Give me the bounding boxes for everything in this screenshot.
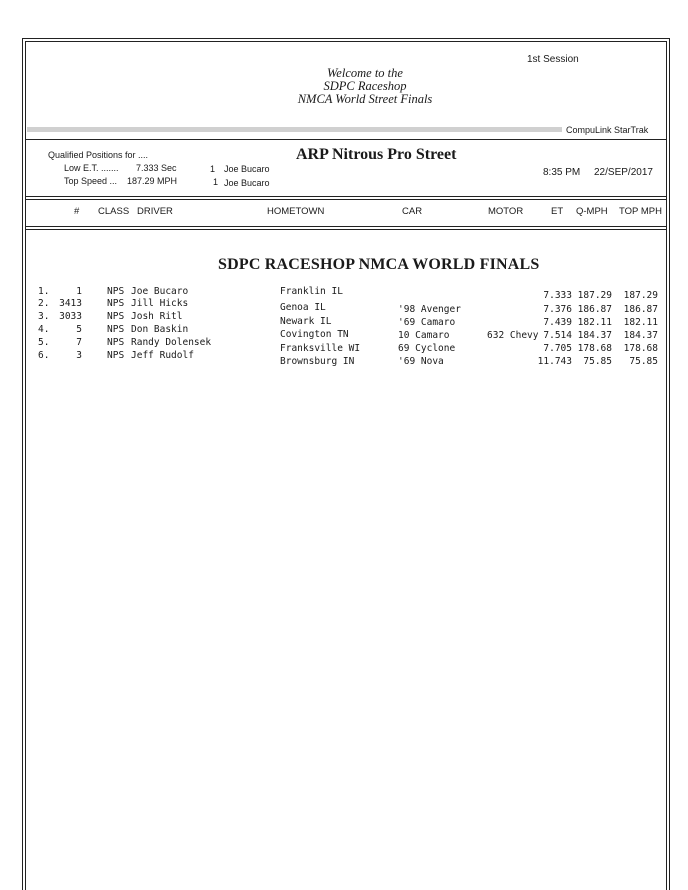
top-speed-label: Top Speed ... [64, 176, 118, 186]
separator-line-5 [25, 229, 667, 230]
result-number: 5 [76, 324, 82, 335]
result-number: 7 [76, 337, 82, 348]
qualified-title: Qualified Positions for .... [48, 150, 149, 160]
event-time: 8:35 PM [543, 167, 581, 178]
result-number: 3413 [59, 298, 82, 309]
result-et: 7.439 [543, 317, 572, 328]
result-class: NPS [107, 311, 125, 322]
table-row [0, 337, 688, 354]
result-et: 11.743 [537, 356, 572, 367]
result-driver: Josh Ritl [131, 311, 183, 322]
result-qmph: 184.37 [577, 330, 612, 341]
result-position: 1. [38, 286, 50, 297]
table-row [0, 350, 688, 367]
section-title: SDPC RACESHOP NMCA WORLD FINALS [218, 256, 540, 273]
low-et-value: 7.333 Sec [136, 163, 177, 173]
frame-left-outer [22, 38, 23, 890]
result-qmph: 182.11 [577, 317, 612, 328]
frame-right-inner [666, 41, 667, 890]
result-topmph: 186.87 [623, 304, 658, 315]
result-driver: Joe Bucaro [131, 286, 189, 297]
frame-top-inner [25, 41, 667, 42]
result-car: 10 Camaro [398, 330, 450, 341]
result-qmph: 75.85 [583, 356, 612, 367]
dotted-separator [27, 127, 562, 132]
top-speed-value: 187.29 MPH [127, 176, 178, 186]
result-qmph: 186.87 [577, 304, 612, 315]
result-driver: Jill Hicks [131, 298, 189, 309]
result-car: '98 Avenger [398, 304, 461, 315]
result-hometown: Genoa IL [280, 302, 326, 313]
col-header-class: CLASS [98, 206, 130, 217]
frame-right-outer [669, 38, 670, 890]
separator-line-4 [25, 226, 667, 227]
result-hometown: Covington TN [280, 329, 349, 340]
frame-top-outer [22, 38, 670, 39]
result-position: 3. [38, 311, 50, 322]
result-position: 2. [38, 298, 50, 309]
separator-line-3 [25, 199, 667, 200]
result-topmph: 184.37 [623, 330, 658, 341]
separator-line-1 [25, 139, 667, 140]
table-row [0, 324, 688, 341]
result-number: 1 [76, 286, 82, 297]
col-header-motor: MOTOR [488, 206, 524, 217]
result-topmph: 182.11 [623, 317, 658, 328]
result-car: 69 Cyclone [398, 343, 456, 354]
result-qmph: 178.68 [577, 343, 612, 354]
col-header-hometown: HOMETOWN [267, 206, 325, 217]
table-row [0, 298, 688, 315]
result-et: 7.333 [543, 290, 572, 301]
top-speed-driver: Joe Bucaro [224, 178, 270, 188]
result-topmph: 178.68 [623, 343, 658, 354]
result-driver: Don Baskin [131, 324, 189, 335]
event-title: ARP Nitrous Pro Street [296, 146, 457, 163]
result-hometown: Brownsburg IN [280, 356, 355, 367]
result-class: NPS [107, 286, 125, 297]
result-position: 6. [38, 350, 50, 361]
result-car: '69 Nova [398, 356, 444, 367]
result-class: NPS [107, 337, 125, 348]
result-hometown: Franksville WI [280, 343, 361, 354]
result-et: 7.705 [543, 343, 572, 354]
col-header-qmph: Q-MPH [576, 206, 608, 217]
brand-label: CompuLink StarTrak [566, 125, 649, 135]
table-row [0, 311, 688, 328]
col-header-topmph: TOP MPH [619, 206, 662, 217]
result-topmph: 187.29 [623, 290, 658, 301]
result-class: NPS [107, 324, 125, 335]
result-topmph: 75.85 [629, 356, 658, 367]
welcome-line-1: Welcome to the [327, 66, 403, 80]
col-header-num: # [74, 206, 80, 217]
result-driver: Randy Dolensek [131, 337, 212, 348]
result-class: NPS [107, 298, 125, 309]
result-et: 7.376 [543, 304, 572, 315]
low-et-car: 1 [210, 164, 216, 174]
result-hometown: Newark IL [280, 316, 332, 327]
result-position: 5. [38, 337, 50, 348]
result-et: 7.514 [543, 330, 572, 341]
low-et-label: Low E.T. ....... [64, 163, 119, 173]
welcome-line-3: NMCA World Street Finals [297, 92, 433, 106]
welcome-line-2: SDPC Raceshop [323, 79, 407, 93]
col-header-et: ET [551, 206, 564, 217]
result-car: '69 Camaro [398, 317, 456, 328]
result-number: 3033 [59, 311, 82, 322]
session-label: 1st Session [527, 54, 579, 65]
result-class: NPS [107, 350, 125, 361]
col-header-driver: DRIVER [137, 206, 173, 217]
low-et-driver: Joe Bucaro [224, 164, 270, 174]
result-position: 4. [38, 324, 50, 335]
separator-line-2 [25, 196, 667, 197]
col-header-car: CAR [402, 206, 423, 217]
frame-left-inner [25, 41, 26, 890]
result-hometown: Franklin IL [280, 286, 343, 297]
event-date: 22/SEP/2017 [594, 167, 653, 178]
result-number: 3 [76, 350, 82, 361]
top-speed-car: 1 [213, 177, 219, 187]
result-qmph: 187.29 [577, 290, 612, 301]
result-motor: 632 Chevy [487, 330, 539, 341]
result-driver: Jeff Rudolf [131, 350, 194, 361]
